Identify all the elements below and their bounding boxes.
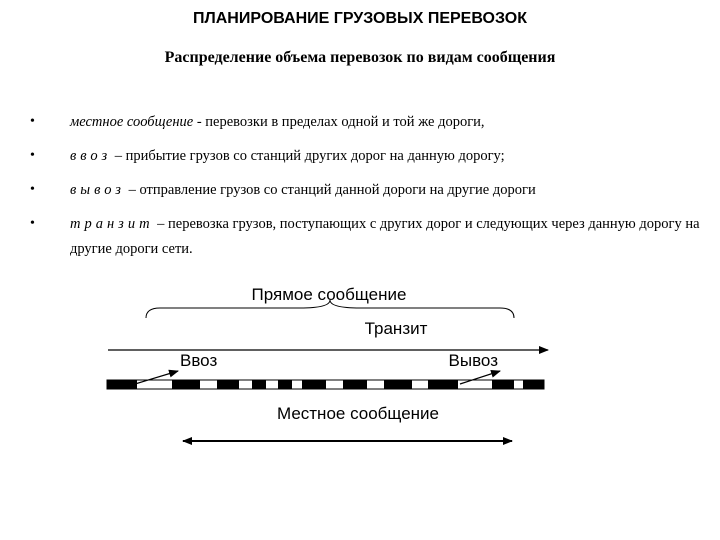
- page-subtitle: Распределение объема перевозок по видам сообщения: [164, 49, 556, 66]
- bullet-icon: •: [30, 216, 35, 231]
- local-label: Местное сообщение: [276, 404, 440, 423]
- desc-import: – прибытие грузов со станций других дорог на данную дорогу;: [111, 148, 505, 164]
- term-export: вывоз: [70, 182, 125, 198]
- bullet-icon: •: [30, 148, 35, 163]
- desc-local: - перевозки в пределах одной и той же дороги,: [193, 114, 485, 130]
- export-label: Вывоз: [448, 351, 498, 370]
- bullet-icon: •: [30, 114, 35, 129]
- desc-transit: – перевозка грузов, поступающих с других дорог и следующих через данную дорогу на другие дороги сети.: [70, 216, 700, 257]
- bullet-icon: •: [30, 182, 35, 197]
- railway-track: [107, 380, 544, 389]
- term-local: местное сообщение: [70, 114, 194, 130]
- desc-export: – отправление грузов со станций данной дороги на другие дороги: [124, 182, 536, 198]
- import-label: Ввоз: [180, 351, 218, 370]
- term-transit: транзит: [70, 216, 154, 232]
- page-title: ПЛАНИРОВАНИЕ ГРУЗОВЫХ ПЕРЕВОЗОК: [193, 10, 527, 27]
- direct-label: Прямое сообщение: [251, 285, 407, 304]
- transit-label: Транзит: [364, 319, 428, 338]
- term-import: ввоз: [70, 148, 112, 164]
